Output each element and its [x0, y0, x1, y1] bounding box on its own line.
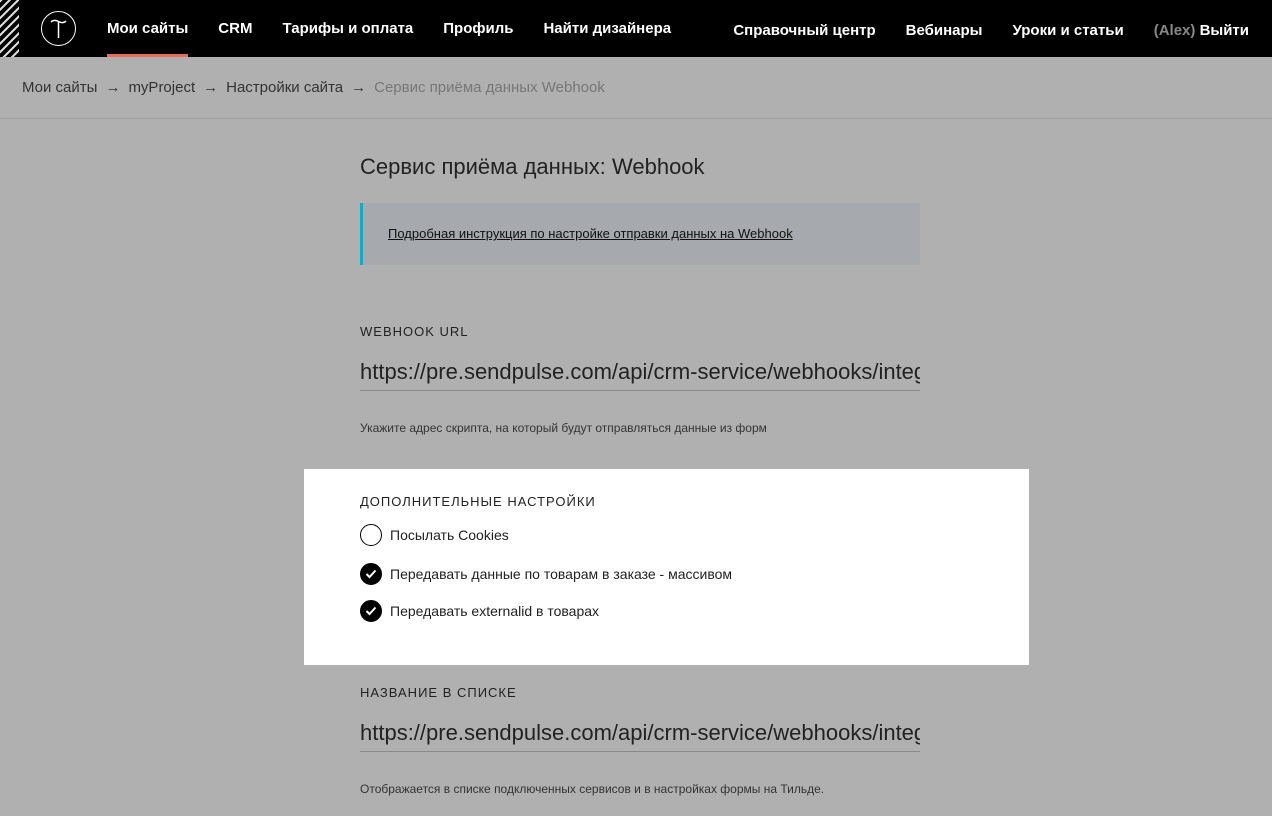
username: (Alex) [1153, 22, 1196, 39]
webhook-url-input[interactable] [360, 353, 920, 391]
instruction-link[interactable]: Подробная инструкция по настройке отправки данных на Webhook [388, 226, 793, 241]
breadcrumb-current: Сервис приёма данных Webhook [374, 79, 605, 96]
header-divider [0, 118, 1272, 119]
list-name-label: НАЗВАНИЕ В СПИСКЕ [360, 685, 517, 700]
webhook-url-label: WEBHOOK URL [360, 324, 469, 339]
nav-profile[interactable]: Профиль [443, 20, 514, 37]
logout-link[interactable] [1154, 2, 1249, 59]
checkmark-icon[interactable] [360, 563, 382, 585]
breadcrumb-separator: → [105, 79, 121, 96]
top-navbar [0, 0, 1272, 57]
list-name-input[interactable] [360, 714, 920, 752]
breadcrumb-my-sites[interactable]: Мои сайты [22, 79, 98, 96]
option-label: Посылать Cookies [390, 526, 509, 543]
nav-help-center[interactable]: Справочный центр [733, 22, 876, 39]
logout-label: Выйти [1199, 22, 1249, 39]
breadcrumb-separator: → [203, 79, 219, 96]
option-label: Передавать externalid в товарах [390, 602, 600, 619]
nav-tariffs[interactable]: Тарифы и оплата [282, 20, 414, 37]
breadcrumb-project[interactable]: myProject [128, 79, 196, 96]
breadcrumb-site-settings[interactable]: Настройки сайта [226, 79, 344, 96]
unchecked-radio-icon[interactable] [360, 524, 382, 546]
option-products-array[interactable] [360, 562, 732, 585]
tilda-logo-icon[interactable] [41, 11, 76, 46]
decorative-stripes [0, 0, 19, 57]
breadcrumb-separator: → [351, 79, 367, 96]
additional-settings-title: ДОПОЛНИТЕЛЬНЫЕ НАСТРОЙКИ [360, 494, 596, 509]
main-nav [107, 0, 701, 57]
nav-my-sites[interactable]: Мои сайты [107, 0, 188, 57]
nav-find-designer[interactable]: Найти дизайнера [543, 20, 672, 37]
nav-crm[interactable]: CRM [218, 20, 253, 37]
webhook-url-hint: Укажите адрес скрипта, на который будут отправляться данные из форм [360, 421, 767, 435]
list-name-hint: Отображается в списке подключенных сервисов и в настройках формы на Тильде. [360, 782, 825, 796]
nav-lessons[interactable]: Уроки и статьи [1012, 22, 1124, 39]
breadcrumb [22, 79, 605, 96]
checkmark-icon[interactable] [360, 600, 382, 622]
instruction-box [360, 203, 920, 265]
additional-settings-panel [304, 469, 1029, 665]
option-send-cookies[interactable] [360, 523, 509, 546]
option-label: Передавать данные по товарам в заказе - массивом [390, 565, 733, 582]
secondary-nav [703, 2, 1249, 59]
option-externalid[interactable] [360, 599, 599, 622]
nav-webinars[interactable]: Вебинары [905, 22, 983, 39]
page-title: Сервис приёма данных: Webhook [360, 154, 705, 179]
